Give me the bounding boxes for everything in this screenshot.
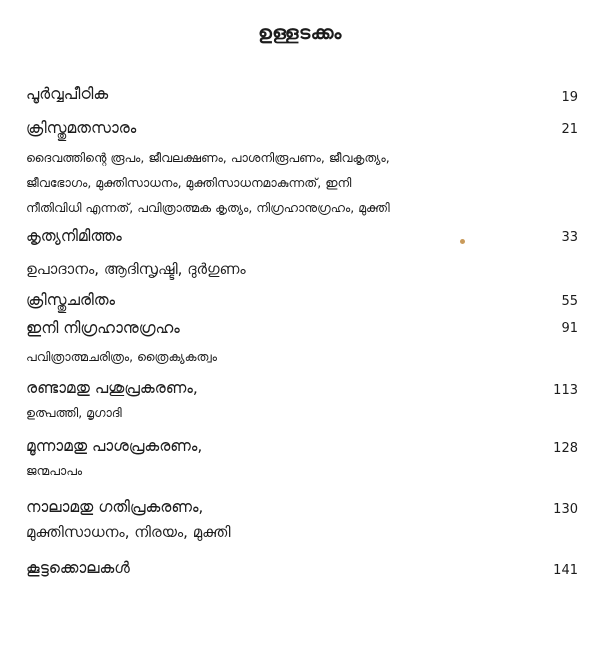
toc-entry-heading: രണ്ടാമതു പശുപ്രകരണം, [26, 379, 198, 397]
toc-entry-page: 91 [561, 321, 578, 336]
toc-entry-subtopics: ഉപാദാനം, ആദിസൃഷ്ടി, ദുർഗുണം [26, 260, 246, 278]
toc-entry-page: 113 [553, 383, 578, 398]
toc-entry-heading: കൃത്യനിമിത്തം [26, 227, 122, 245]
toc-entry-page: 55 [561, 294, 578, 309]
toc-entry-page: 33 [561, 230, 578, 245]
toc-entry-subtopics: ദൈവത്തിന്റെ രൂപം, ജീവലക്ഷണം, പാശനിരൂപണം, ജീവകൃത്യം, [26, 150, 390, 165]
toc-entry-page: 19 [561, 90, 578, 105]
toc-entry-heading: നാലാമതു ഗതിപ്രകരണം, [26, 498, 204, 516]
toc-entry-nigrahanugraham [26, 317, 578, 369]
toc-entry-heading: മൂന്നാമതു പാശപ്രകരണം, [26, 437, 203, 455]
toc-entry-pashuprakaranam [26, 377, 578, 425]
toc-entry-page: 141 [553, 563, 578, 578]
toc-entry-kruthyanimitham [26, 225, 578, 281]
toc-entry-subtopics: ഉത്പത്തി, മൃഗാദി [26, 405, 122, 420]
toc-entry-subtopics: ജന്മപാപം [26, 463, 83, 478]
toc-entry-preface [26, 83, 578, 105]
toc-entry-gathiprakaranam [26, 496, 578, 544]
toc-entry-subtopics: ജീവഭോഗം, മുക്തിസാധനം, മുക്തിസാധനമാകുന്നത്, ഇനി [26, 175, 352, 190]
toc-entry-christumathasaram [26, 117, 578, 220]
toc-entry-heading: ഇനി നിഗ്രഹാനുഗ്രഹം [26, 319, 180, 337]
toc-entry-heading: ക്രിസ്തുചരിതം [26, 291, 115, 309]
toc-entry-page: 128 [553, 441, 578, 456]
ink-speck [460, 239, 465, 244]
toc-entry-heading: കൂട്ടക്കൊലകൾ [26, 559, 130, 577]
toc-entry-heading: പൂർവ്വപീഠിക [26, 85, 109, 103]
toc-entry-subtopics: പവിത്രാത്മചരിത്രം, ത്രൈക്യകത്വം [26, 349, 217, 364]
page-title: ഉള്ളടക്കം [258, 22, 342, 44]
toc-entry-subtopics: നീതിവിധി എന്നത്, പവിത്രാത്മക കൃത്യം, നിഗ്രഹാനുഗ്രഹം, മുക്തി [26, 200, 390, 215]
toc-entry-heading: ക്രിസ്തുമതസാരം [26, 119, 137, 137]
toc-entry-subtopics: മുക്തിസാധനം, നിരയം, മുക്തി [26, 523, 231, 541]
toc-entry-christucharitham [26, 289, 578, 311]
toc-entry-pashaprakaranam [26, 435, 578, 483]
toc-entry-page: 21 [561, 122, 578, 137]
toc-entry-koottakkolakal [26, 557, 578, 579]
toc-entry-page: 130 [553, 502, 578, 517]
